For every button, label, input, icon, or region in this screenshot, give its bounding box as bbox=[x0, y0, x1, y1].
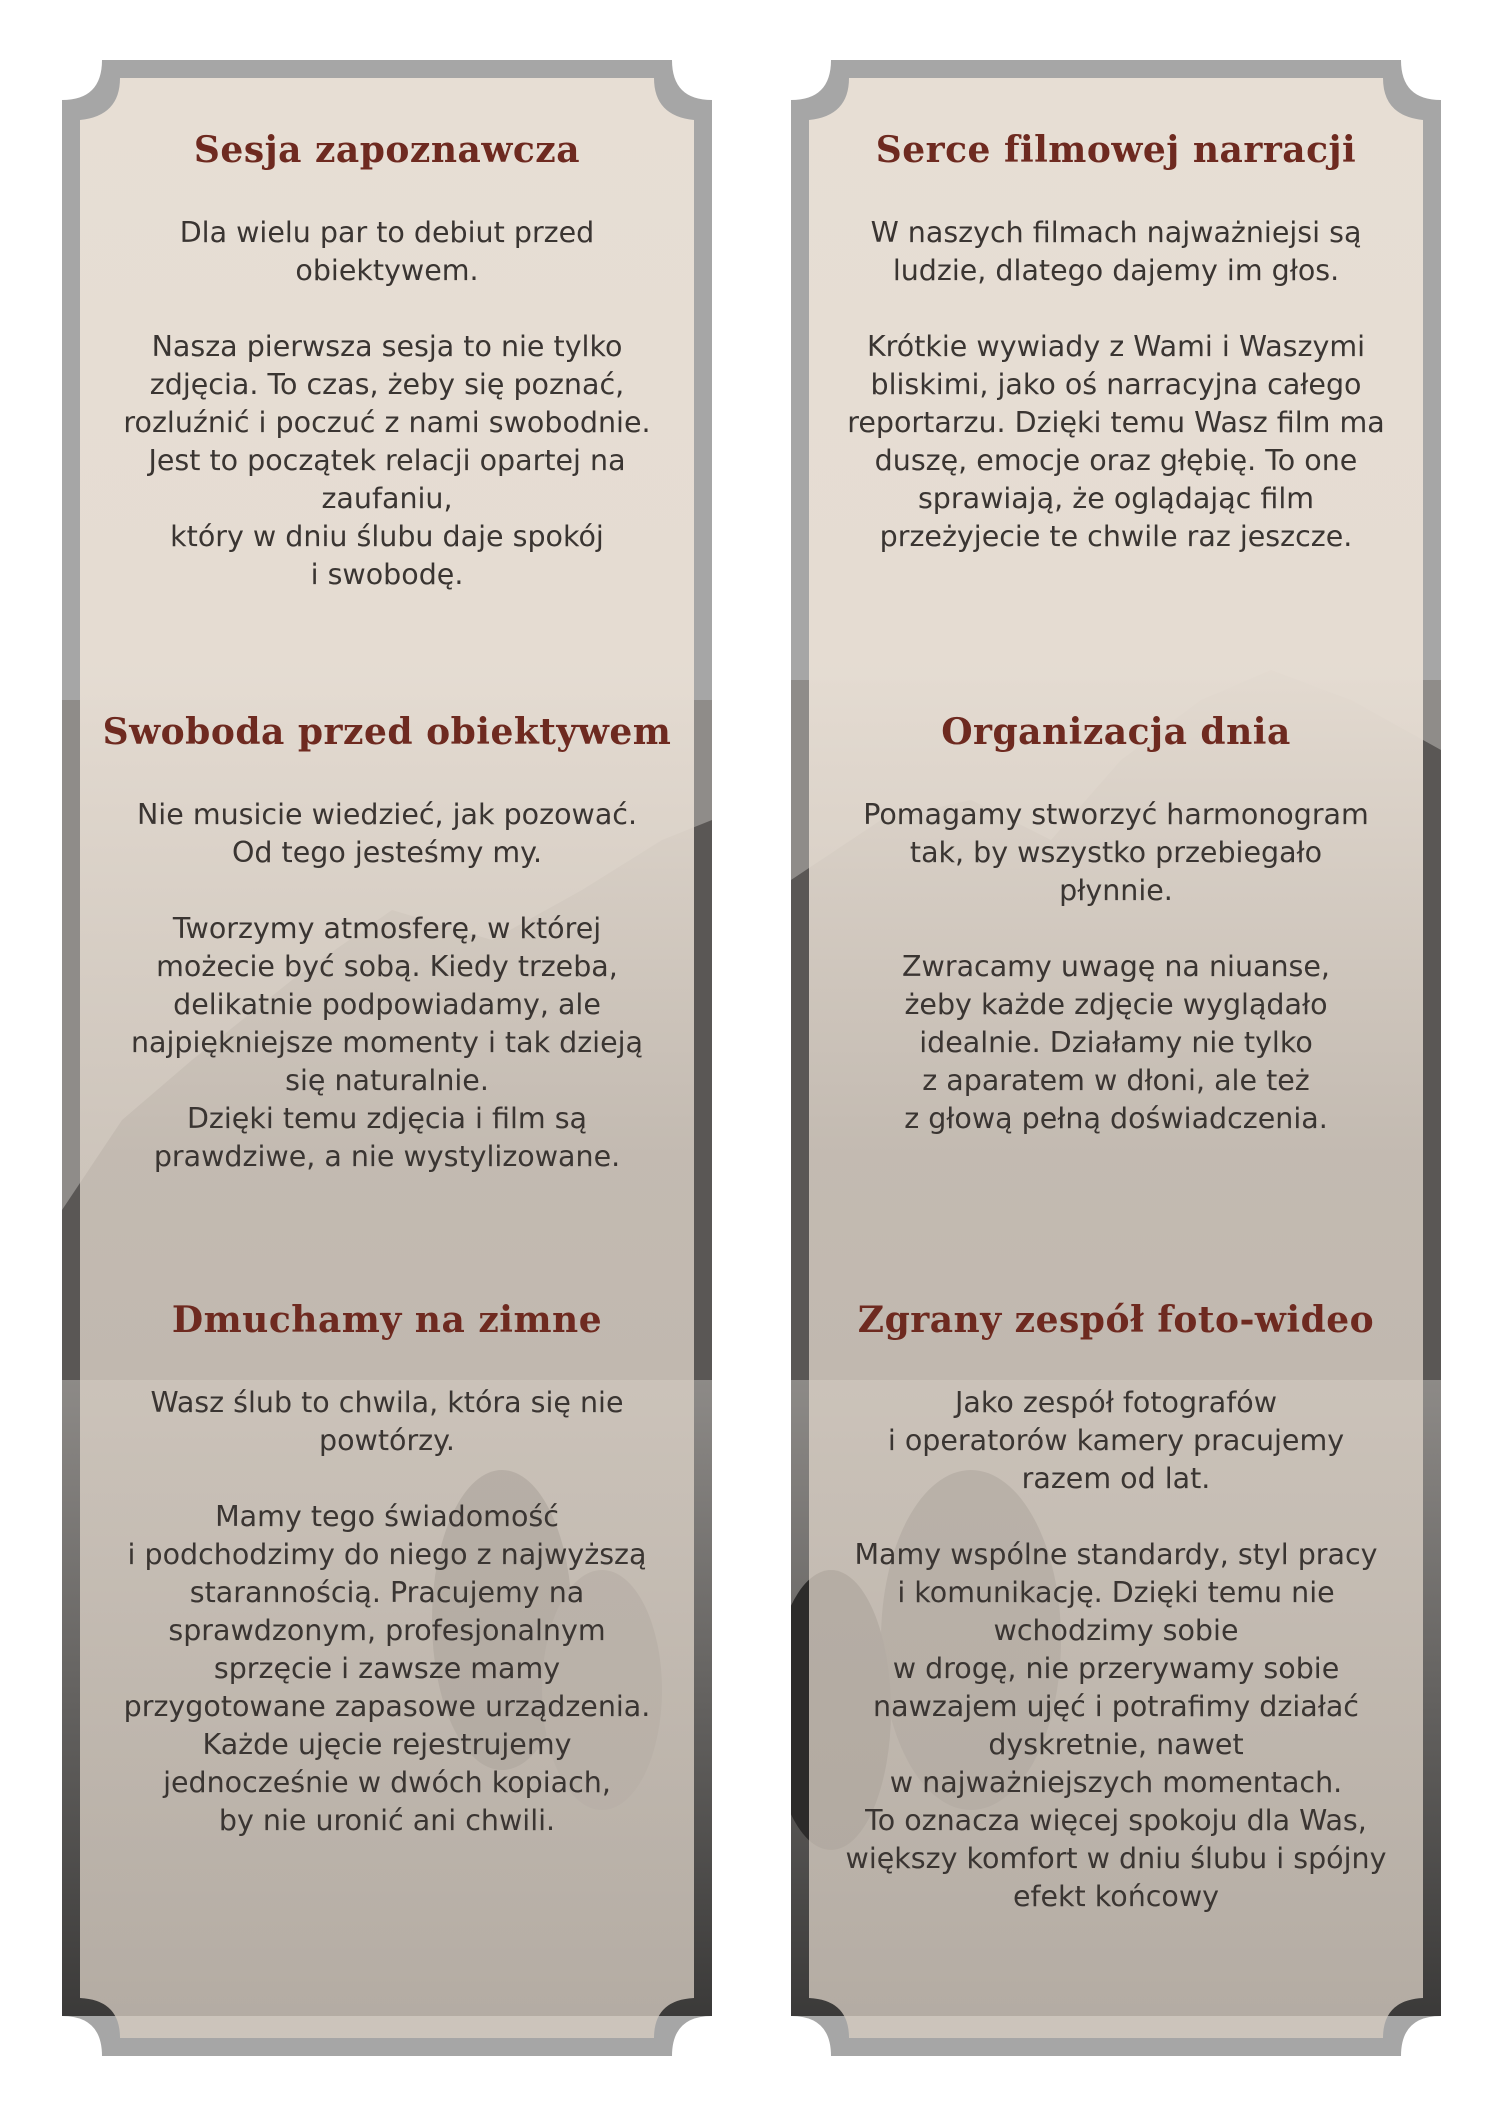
paragraph bbox=[62, 910, 712, 1176]
section-swoboda bbox=[62, 710, 712, 1176]
text-line: przygotowane zapasowe urządzenia. bbox=[123, 1690, 651, 1723]
section-dmuchamy bbox=[62, 1298, 712, 1840]
text-line: Mamy tego świadomość bbox=[215, 1500, 559, 1533]
paragraph bbox=[791, 214, 1441, 290]
card-right bbox=[791, 60, 1441, 2056]
text-line: możecie być sobą. Kiedy trzeba, bbox=[156, 950, 618, 983]
text-line: bliskimi, jako oś narracyjna całego bbox=[870, 368, 1362, 401]
text-line: żeby każde zdjęcie wyglądało bbox=[904, 988, 1328, 1021]
section-body bbox=[62, 214, 712, 594]
text-line: by nie uronić ani chwili. bbox=[218, 1804, 556, 1837]
text-line: Mamy wspólne standardy, styl pracy bbox=[854, 1538, 1378, 1571]
text-line: Nie musicie wiedzieć, jak pozować. bbox=[136, 798, 638, 831]
text-line: Wasz ślub to chwila, która się nie bbox=[150, 1386, 624, 1419]
paragraph bbox=[791, 1384, 1441, 1498]
paragraph bbox=[62, 796, 712, 872]
paragraph bbox=[791, 948, 1441, 1138]
text-line: efekt końcowy bbox=[1012, 1880, 1220, 1913]
section-title: Sesja zapoznawcza bbox=[193, 129, 581, 171]
text-line: obiektywem. bbox=[295, 254, 479, 287]
section-title: Zgrany zespół foto-wideo bbox=[857, 1299, 1375, 1341]
text-line: sprawiają, że oglądając film bbox=[917, 482, 1315, 515]
text-line: starannością. Pracujemy na bbox=[189, 1576, 585, 1609]
text-line: nawzajem ujęć i potrafimy działać bbox=[873, 1690, 1359, 1723]
text-line: idealnie. Działamy nie tylko bbox=[919, 1026, 1313, 1059]
section-zgrany-zespol bbox=[791, 1298, 1441, 1916]
paragraph bbox=[791, 1536, 1441, 1916]
section-body bbox=[62, 1384, 712, 1840]
text-line: ludzie, dlatego dajemy im głos. bbox=[892, 254, 1340, 287]
paragraph bbox=[62, 1498, 712, 1840]
text-line: większy komfort w dniu ślubu i spójny bbox=[845, 1842, 1387, 1875]
text-line: Jako zespół fotografów bbox=[954, 1386, 1278, 1419]
text-line: prawdziwe, a nie wystylizowane. bbox=[153, 1140, 621, 1173]
text-line: Nasza pierwsza sesja to nie tylko bbox=[151, 330, 623, 363]
text-line: zdjęcia. To czas, żeby się poznać, bbox=[149, 368, 625, 401]
text-line: wchodzimy sobie bbox=[993, 1614, 1239, 1647]
text-line: i operatorów kamery pracujemy bbox=[887, 1424, 1345, 1457]
text-line: w najważniejszych momentach. bbox=[889, 1766, 1343, 1799]
text-line: sprzęcie i zawsze mamy bbox=[213, 1652, 561, 1685]
paragraph bbox=[62, 214, 712, 290]
section-body bbox=[791, 214, 1441, 556]
text-line: razem od lat. bbox=[1021, 1462, 1211, 1495]
text-line: Pomagamy stworzyć harmonogram bbox=[863, 798, 1369, 831]
text-line: jednocześnie w dwóch kopiach, bbox=[163, 1766, 611, 1799]
section-sesja-zapoznawcza bbox=[62, 128, 712, 594]
text-line: Dla wielu par to debiut przed bbox=[179, 216, 595, 249]
card-left bbox=[62, 60, 712, 2056]
text-line: powtórzy. bbox=[319, 1424, 455, 1457]
text-line: zaufaniu, bbox=[321, 482, 453, 515]
text-line: rozluźnić i poczuć z nami swobodnie. bbox=[123, 406, 651, 439]
text-line: i komunikację. Dzięki temu nie bbox=[897, 1576, 1335, 1609]
paragraph bbox=[62, 328, 712, 594]
paragraph bbox=[791, 796, 1441, 910]
section-title: Serce filmowej narracji bbox=[875, 129, 1357, 171]
text-line: duszę, emocje oraz głębię. To one bbox=[874, 444, 1358, 477]
text-line: z głową pełną doświadczenia. bbox=[904, 1102, 1328, 1135]
text-line: reportarzu. Dzięki temu Wasz film ma bbox=[847, 406, 1385, 439]
text-line: przeżyjecie te chwile raz jeszcze. bbox=[879, 520, 1353, 553]
text-line: Tworzymy atmosferę, w której bbox=[172, 912, 602, 945]
text-line: i swobodę. bbox=[310, 558, 464, 591]
text-line: Jest to początek relacji opartej na bbox=[148, 444, 626, 477]
text-line: Krótkie wywiady z Wami i Waszymi bbox=[866, 330, 1366, 363]
section-title: Swoboda przed obiektywem bbox=[102, 711, 672, 753]
text-line: sprawdzonym, profesjonalnym bbox=[168, 1614, 606, 1647]
paragraph bbox=[791, 328, 1441, 556]
text-line: i podchodzimy do niego z najwyższą bbox=[127, 1538, 647, 1571]
text-line: Zwracamy uwagę na niuanse, bbox=[902, 950, 1330, 983]
text-line: Każde ujęcie rejestrujemy bbox=[202, 1728, 572, 1761]
text-line: z aparatem w dłoni, ale też bbox=[922, 1064, 1310, 1097]
text-line: tak, by wszystko przebiegało bbox=[909, 836, 1323, 869]
text-line: w drogę, nie przerywamy sobie bbox=[892, 1652, 1340, 1685]
section-serce-narracji bbox=[791, 128, 1441, 556]
section-title: Dmuchamy na zimne bbox=[171, 1299, 603, 1341]
text-line: delikatnie podpowiadamy, ale bbox=[173, 988, 601, 1021]
text-line: najpiękniejsze momenty i tak dzieją bbox=[130, 1026, 644, 1059]
text-line: W naszych filmach najważniejsi są bbox=[870, 216, 1362, 249]
text-line: się naturalnie. bbox=[285, 1064, 489, 1097]
section-title: Organizacja dnia bbox=[941, 711, 1291, 753]
text-line: Od tego jesteśmy my. bbox=[231, 836, 543, 869]
section-body bbox=[791, 796, 1441, 1138]
text-line: dyskretnie, nawet bbox=[988, 1728, 1244, 1761]
section-body bbox=[62, 796, 712, 1176]
section-organizacja-dnia bbox=[791, 710, 1441, 1138]
text-line: To oznacza więcej spokoju dla Was, bbox=[865, 1804, 1367, 1837]
section-body bbox=[791, 1384, 1441, 1916]
text-line: który w dniu ślubu daje spokój bbox=[170, 520, 604, 553]
text-line: płynnie. bbox=[1059, 874, 1173, 907]
paragraph bbox=[62, 1384, 712, 1460]
text-line: Dzięki temu zdjęcia i film są bbox=[186, 1102, 588, 1135]
